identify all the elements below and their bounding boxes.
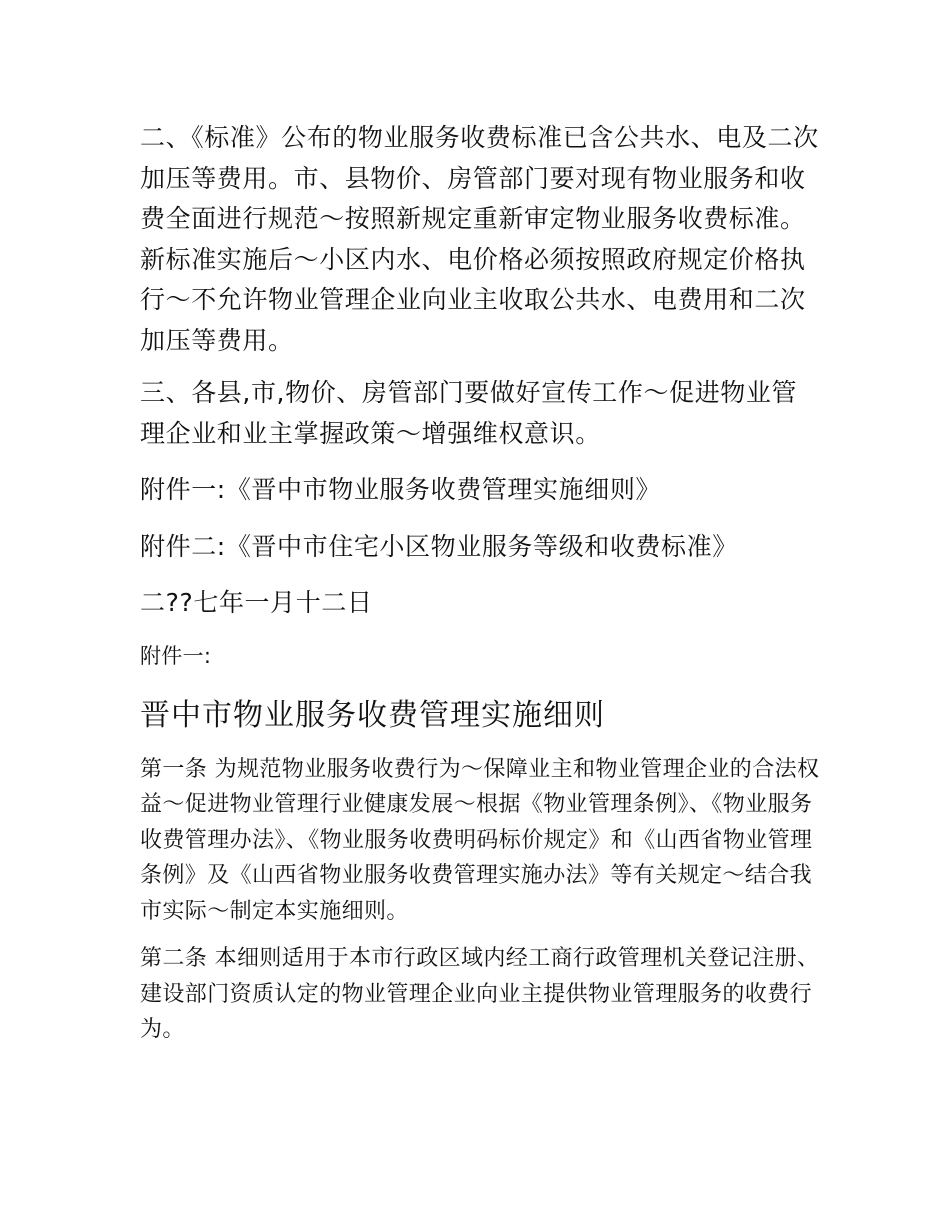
attachment-1-line: 附件一:《晋中市物业服务收费管理实施细则》 [140, 475, 662, 504]
paragraph-2: 二、《标准》公布的物业服务收费标准已含公共水、电及二次加压等费用。市、县物价、房管部门要对现有物业服务和收费全面进行规范～按照新规定重新审定物业服务收费标准。新标准实施后～小区内水、电价格必须按照政府规定价格执行～不允许物业管理企业向业主收取公共水、电费用和二次加压等费用。 [140, 123, 819, 355]
paragraph-3: 三、各县,市,物价、房管部门要做好宣传工作～促进物业管理企业和业主掌握政策～增强维权意识。 [140, 378, 798, 448]
article-2: 第二条 本细则适用于本市行政区域内经工商行政管理机关登记注册、建设部门资质认定的物业管理企业向业主提供物业管理服务的收费行为。 [140, 946, 820, 1042]
document-page [140, 118, 820, 1048]
attachment-label: 附件一: [140, 643, 212, 668]
document-date: 二??七年一月十二日 [140, 588, 373, 617]
attachment-2-line: 附件二:《晋中市住宅小区物业服务等级和收费标准》 [140, 531, 738, 561]
page-title: 晋中市物业服务收费管理实施细则 [140, 697, 605, 733]
article-1: 第一条 为规范物业服务收费行为～保障业主和物业管理企业的合法权益～促进物业管理行业健康发展～根据《物业管理条例》、《物业服务收费管理办法》、《物业服务收费明码标价规定》和《山西省物业管理条例》及《山西省物业服务收费管理实施办法》等有关规定～结合我市实际～制定本实施细则。 [140, 756, 820, 924]
